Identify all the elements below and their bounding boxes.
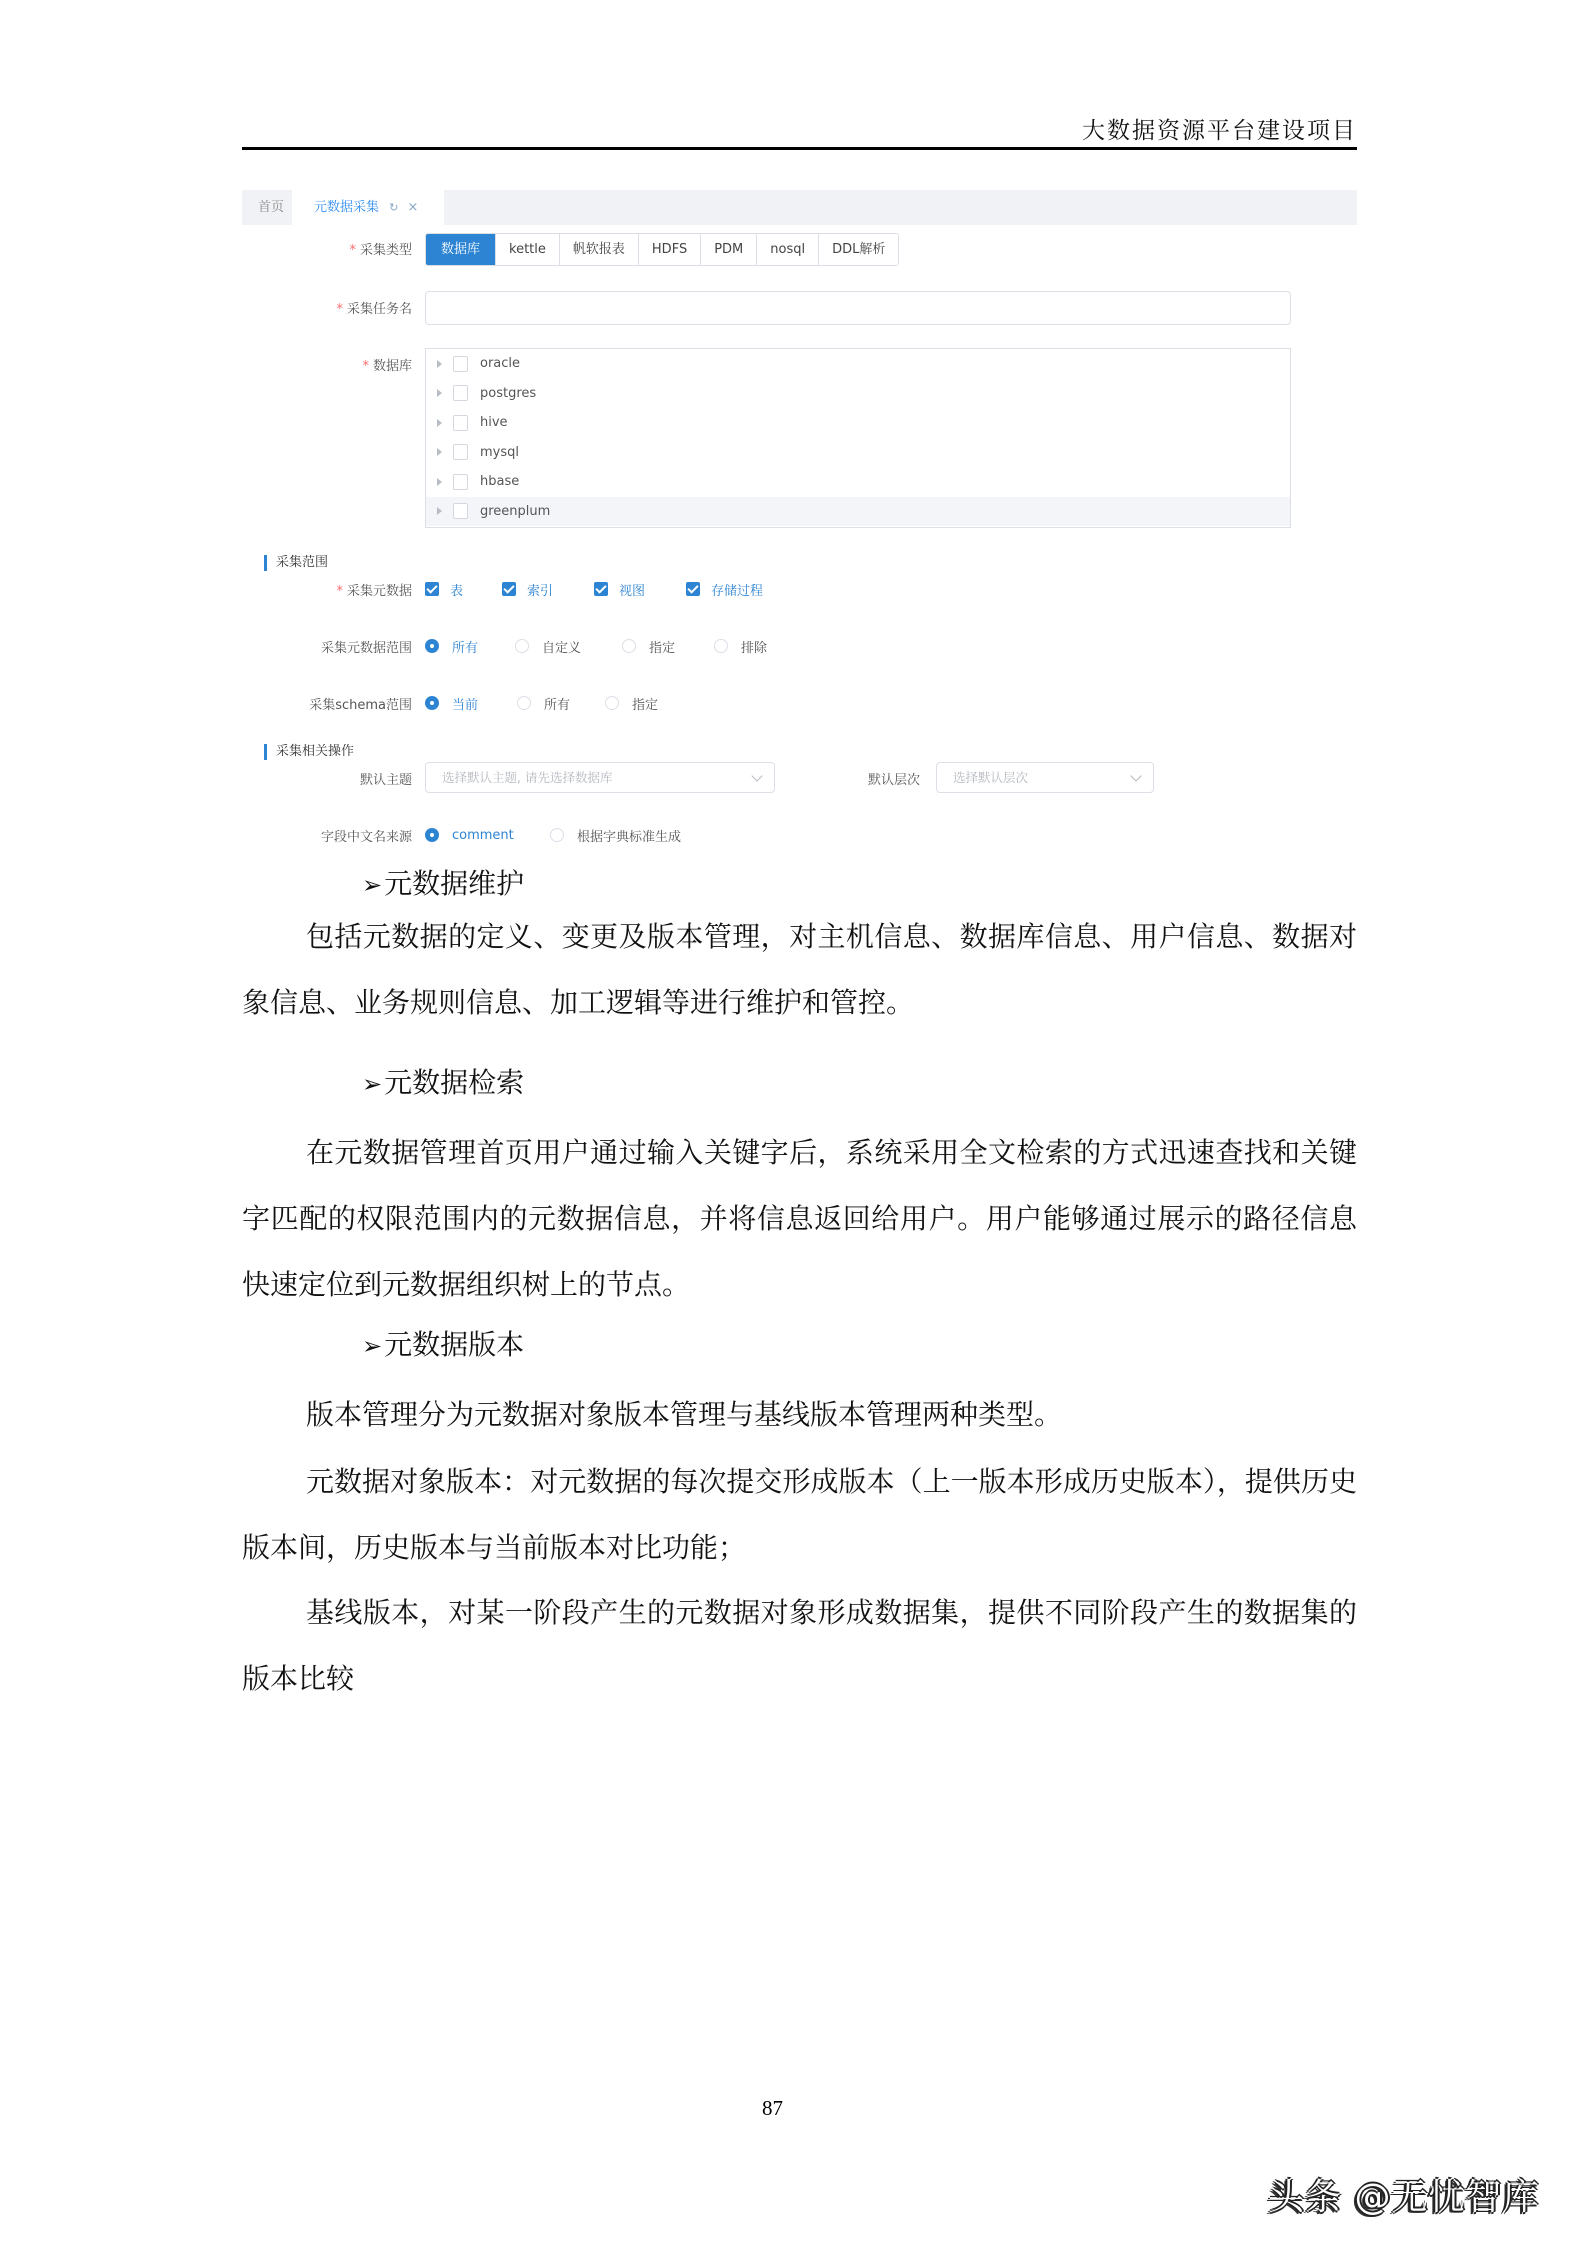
collect-type-nosql[interactable]: nosql — [757, 234, 819, 265]
metadata-collection-screenshot — [242, 190, 1357, 850]
expand-arrow-icon[interactable] — [437, 389, 442, 397]
tree-item-hbase[interactable]: hbase — [426, 467, 1290, 497]
schema-range-radios — [425, 693, 658, 713]
section-heading-search: ➢元数据检索 — [362, 1066, 525, 1099]
tab-bar — [242, 190, 1357, 225]
bullet-arrow-icon: ➢ — [362, 1070, 383, 1098]
radio-specified-schema[interactable]: 指定 — [605, 694, 658, 713]
watermark: 头条 @无忧智库 — [1268, 2177, 1540, 2218]
tab-active-label: 元数据采集 — [314, 200, 380, 215]
paragraph: 元数据对象版本：对元数据的每次提交形成版本（上一版本形成历史版本），提供历史版本间，历史版本与当前版本对比功能； — [242, 1465, 1357, 1564]
field-cn-source-radios — [425, 825, 681, 845]
tab-metadata-collection[interactable] — [292, 190, 444, 225]
default-theme-placeholder: 选择默认主题, 请先选择数据库 — [442, 770, 613, 785]
scope-section-heading: 采集范围 — [264, 555, 328, 571]
radio-selected-icon[interactable] — [425, 828, 439, 842]
expand-arrow-icon[interactable] — [437, 419, 442, 427]
refresh-icon[interactable]: ↻ — [389, 201, 399, 214]
checkbox[interactable] — [453, 444, 468, 460]
checkbox[interactable] — [453, 385, 468, 401]
ops-section-heading: 采集相关操作 — [264, 744, 354, 760]
chevron-down-icon — [751, 770, 762, 781]
database-tree — [425, 348, 1291, 528]
radio-icon[interactable] — [622, 639, 636, 653]
metadata-range-label: 采集元数据范围 — [320, 641, 412, 656]
task-name-input[interactable] — [425, 291, 1291, 325]
radio-icon[interactable] — [517, 696, 531, 710]
checkbox-checked-icon[interactable] — [594, 582, 608, 596]
default-level-select[interactable] — [936, 762, 1154, 793]
radio-selected-icon[interactable] — [425, 696, 439, 710]
database-label: * 数据库 — [362, 359, 412, 374]
document-title: 大数据资源平台建设项目 — [1082, 118, 1357, 144]
expand-arrow-icon[interactable] — [437, 360, 442, 368]
paragraph: 版本管理分为元数据对象版本管理与基线版本管理两种类型。 — [306, 1398, 1063, 1431]
radio-selected-icon[interactable] — [425, 639, 439, 653]
radio-all[interactable]: 所有 — [425, 637, 515, 656]
task-name-label: * 采集任务名 — [336, 302, 412, 317]
checkbox-checked-icon[interactable] — [425, 582, 439, 596]
header-rule — [242, 147, 1357, 150]
checkbox[interactable] — [453, 415, 468, 431]
checkbox-table[interactable]: 表 — [425, 580, 502, 599]
checkbox[interactable] — [453, 356, 468, 372]
collect-metadata-checkboxes — [425, 579, 763, 599]
radio-comment[interactable]: comment — [425, 828, 550, 843]
field-cn-source-label: 字段中文名来源 — [320, 830, 412, 845]
collect-metadata-label: * 采集元数据 — [336, 584, 412, 599]
paragraph: 基线版本，对某一阶段产生的元数据对象形成数据集，提供不同阶段产生的数据集的版本比较 — [242, 1596, 1357, 1695]
tab-home[interactable] — [258, 190, 284, 225]
tree-item-oracle[interactable]: oracle — [426, 349, 1290, 379]
collect-type-database[interactable]: 数据库 — [426, 234, 496, 265]
radio-specified[interactable]: 指定 — [622, 637, 714, 656]
collect-type-ddl[interactable]: DDL解析 — [819, 234, 898, 265]
checkbox-index[interactable]: 索引 — [502, 580, 594, 599]
close-icon[interactable]: × — [407, 200, 419, 215]
paragraph: 在元数据管理首页用户通过输入关键字后，系统采用全文检索的方式迅速查找和关键字匹配的权限范围内的元数据信息，并将信息返回给用户。用户能够通过展示的路径信息快速定位到元数据组织树上的节点。 — [242, 1136, 1357, 1301]
collect-type-pdm[interactable]: PDM — [701, 234, 757, 265]
expand-arrow-icon[interactable] — [437, 507, 442, 515]
metadata-range-radios — [425, 636, 767, 656]
tree-item-greenplum[interactable]: greenplum — [426, 497, 1290, 527]
default-level-label: 默认层次 — [868, 773, 921, 788]
tab-home-label: 首页 — [258, 200, 285, 215]
checkbox-view[interactable]: 视图 — [594, 580, 686, 599]
page-number: 87 — [762, 2096, 783, 2120]
radio-custom[interactable]: 自定义 — [515, 637, 622, 656]
radio-icon[interactable] — [515, 639, 529, 653]
collect-type-segmented — [425, 233, 899, 266]
default-theme-label: 默认主题 — [359, 773, 412, 788]
tree-item-hive[interactable]: hive — [426, 408, 1290, 438]
default-level-placeholder: 选择默认层次 — [953, 770, 1029, 785]
radio-all-schema[interactable]: 所有 — [517, 694, 605, 713]
tree-item-postgres[interactable]: postgres — [426, 379, 1290, 409]
checkbox-stored-procedure[interactable]: 存储过程 — [686, 580, 763, 599]
checkbox-checked-icon[interactable] — [502, 582, 516, 596]
collect-type-kettle[interactable]: kettle — [496, 234, 560, 265]
section-heading-version: ➢元数据版本 — [362, 1328, 525, 1361]
collect-type-hdfs[interactable]: HDFS — [639, 234, 701, 265]
checkbox[interactable] — [453, 474, 468, 490]
expand-arrow-icon[interactable] — [437, 448, 442, 456]
radio-icon[interactable] — [605, 696, 619, 710]
radio-current[interactable]: 当前 — [425, 694, 517, 713]
bullet-arrow-icon: ➢ — [362, 1332, 383, 1360]
bullet-arrow-icon: ➢ — [362, 871, 383, 899]
expand-arrow-icon[interactable] — [437, 478, 442, 486]
checkbox-checked-icon[interactable] — [686, 582, 700, 596]
collect-type-label: * 采集类型 — [349, 243, 412, 258]
section-heading-maintenance: ➢元数据维护 — [362, 867, 525, 900]
radio-exclude[interactable]: 排除 — [714, 637, 767, 656]
chevron-down-icon — [1130, 770, 1141, 781]
checkbox[interactable] — [453, 503, 468, 519]
page-header — [242, 108, 1357, 148]
tree-item-mysql[interactable]: mysql — [426, 438, 1290, 468]
schema-range-label: 采集schema范围 — [309, 698, 412, 713]
radio-icon[interactable] — [714, 639, 728, 653]
paragraph: 包括元数据的定义、变更及版本管理，对主机信息、数据库信息、用户信息、数据对象信息、业务规则信息、加工逻辑等进行维护和管控。 — [242, 920, 1357, 1019]
default-theme-select[interactable] — [425, 762, 775, 793]
collect-type-finereport[interactable]: 帆软报表 — [560, 234, 639, 265]
radio-dictionary-standard[interactable]: 根据字典标准生成 — [550, 826, 681, 845]
radio-icon[interactable] — [550, 828, 564, 842]
